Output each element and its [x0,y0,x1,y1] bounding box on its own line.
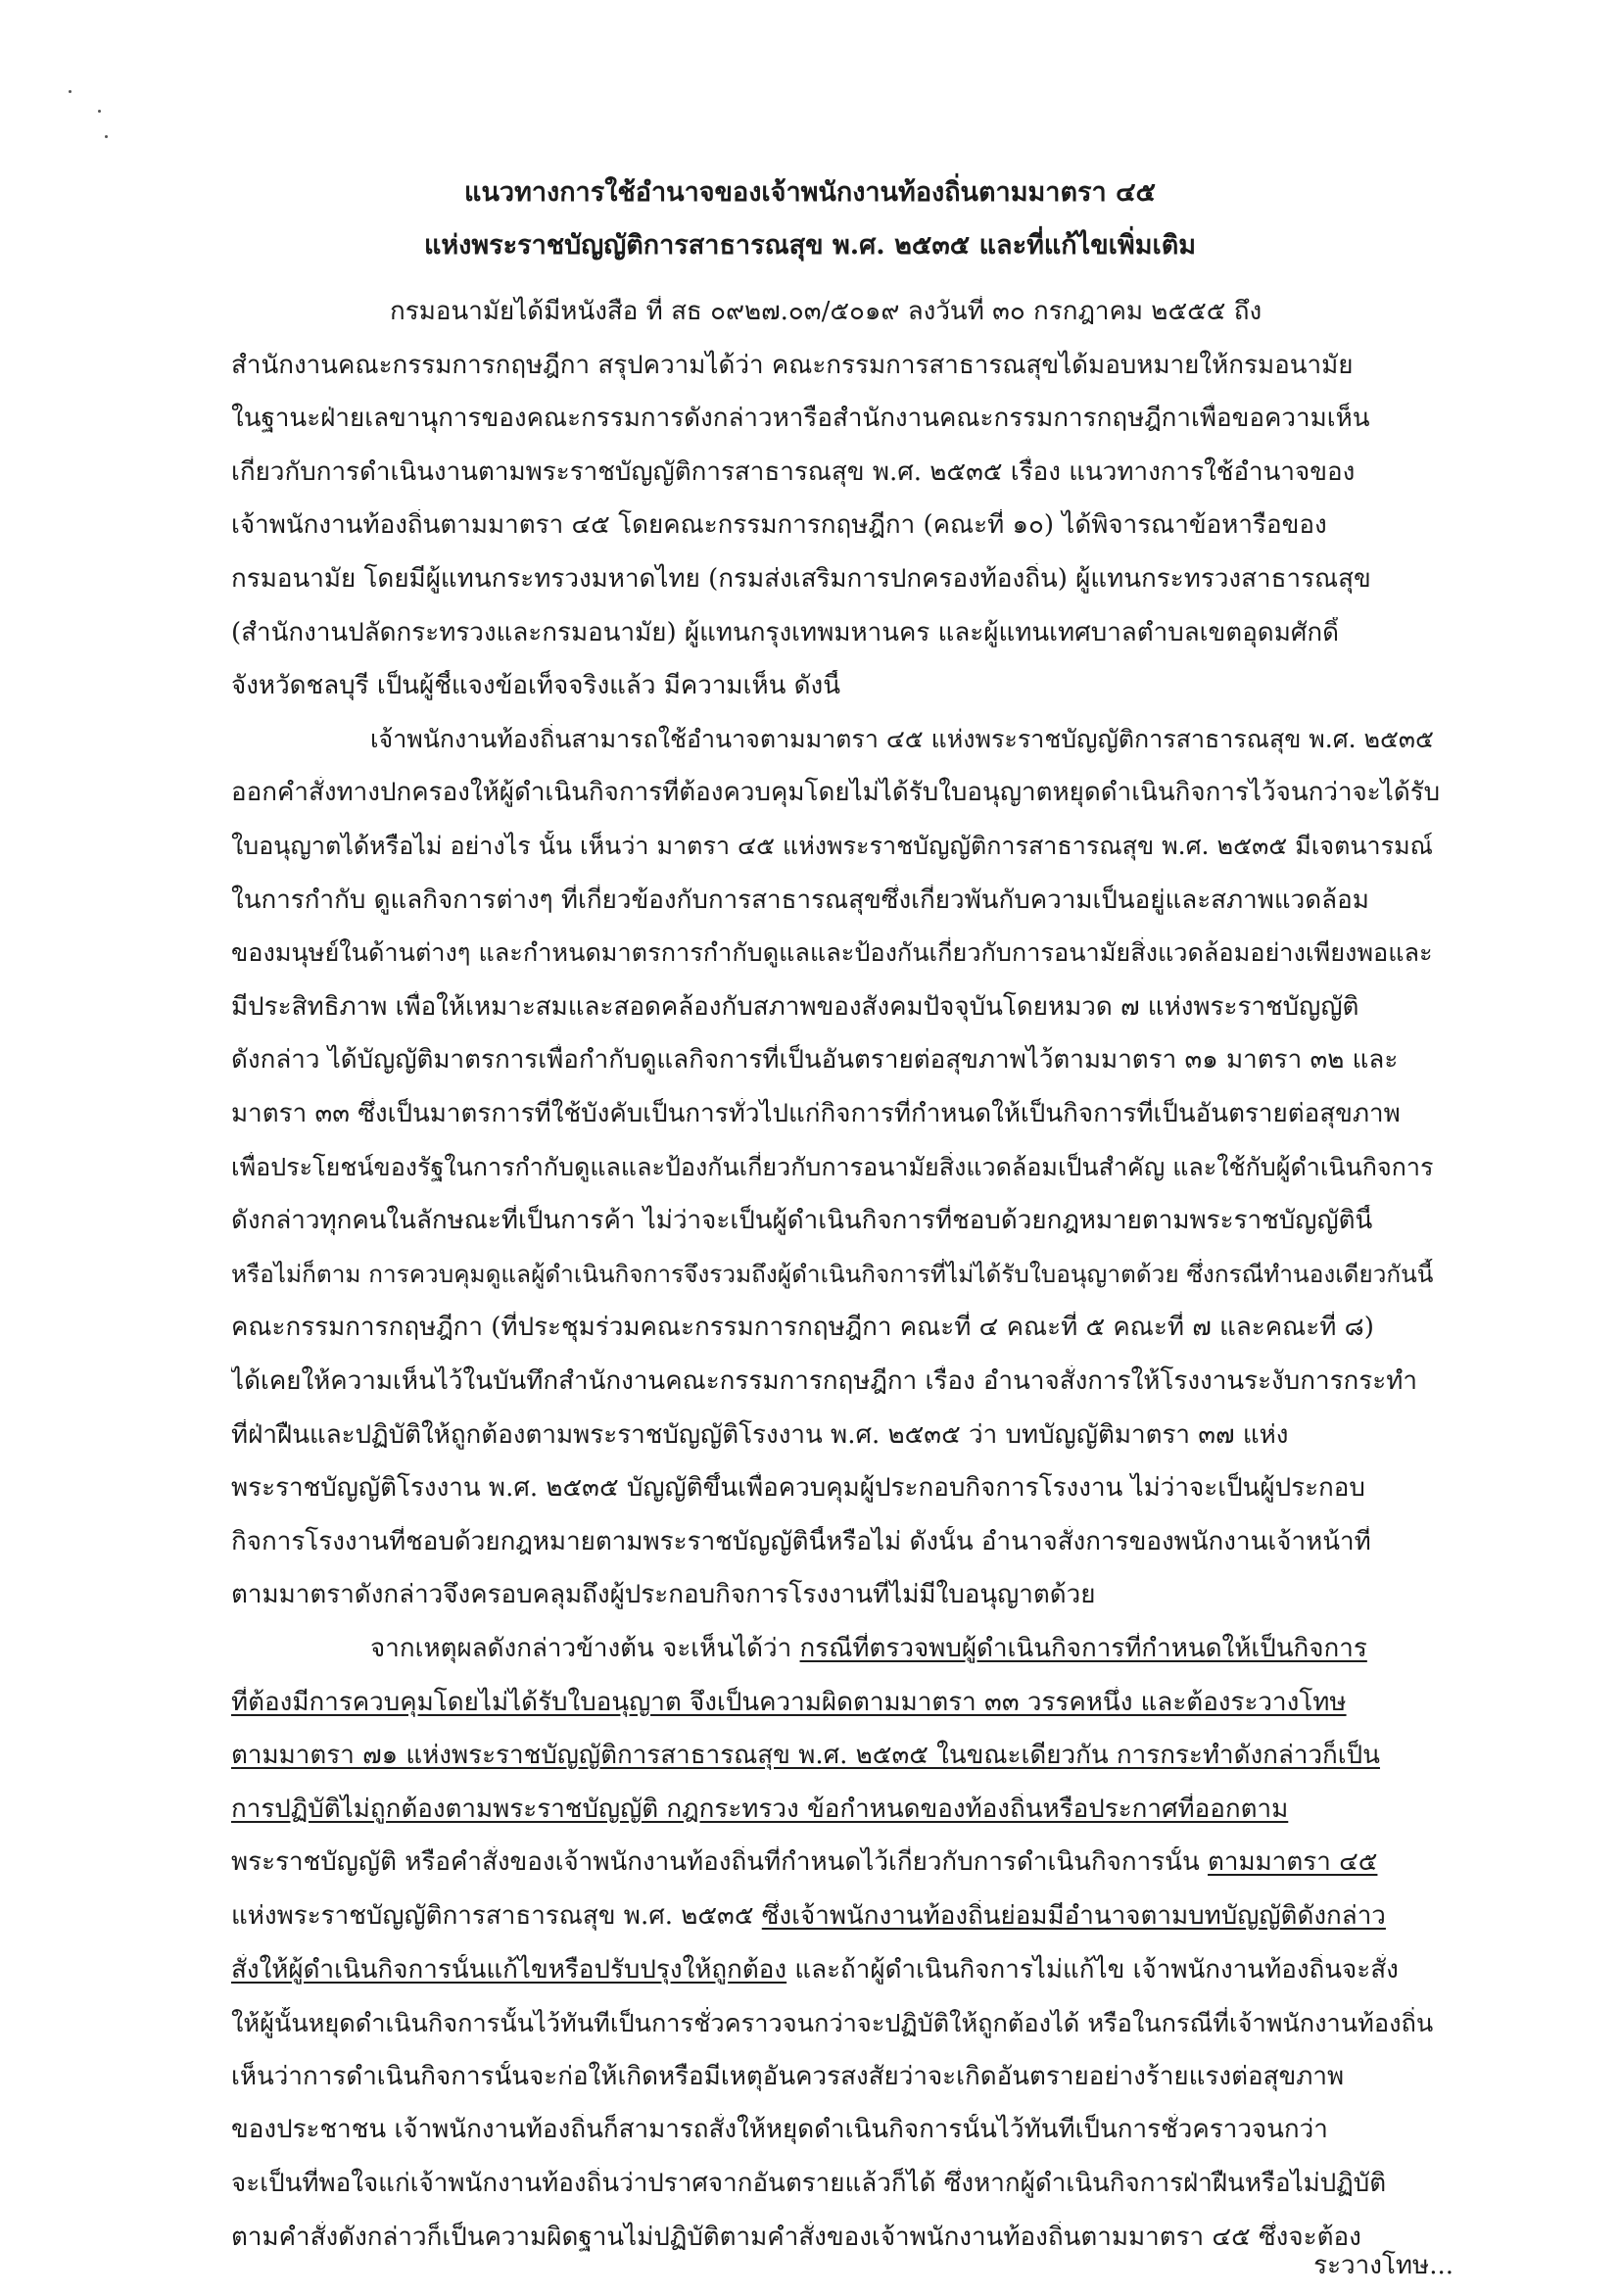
body-line [231,456,1446,488]
body-line [231,1365,1446,1397]
body-line [231,509,1446,541]
underlined-text: ซึ่งเจ้าพนักงานท้องถิ่นย่อมมีอำนาจตามบทบัญญัติดังกล่าว [761,1901,1386,1931]
body-line [231,885,1446,916]
body-line [231,617,1446,648]
body-text: มีประสิทธิภาพ เพื่อให้เหมาะสมและสอดคล้องกับสภาพของสังคมปัจจุบันโดยหมวด ๗ แห่งพระราชบัญญัติ [231,991,1359,1022]
body-line [231,1526,1446,1557]
body-text: แห่งพระราชบัญญัติการสาธารณสุข พ.ศ. ๒๕๓๕ [231,1901,762,1931]
body-text: ให้ผู้นั้นหยุดดำเนินกิจการนั้นไว้ทันทีเป็นการชั่วคราวจนกว่าจะปฏิบัติให้ถูกต้องได้ หรือในกรณีที่เจ้าพนักงานท้องถิ่น [231,2008,1434,2038]
body-line [231,831,1446,862]
body-line [231,1846,1446,1878]
body-text: ได้เคยให้ความเห็นไว้ในบันทึกสำนักงานคณะกรรมการกฤษฎีกา เรื่อง อำนาจสั่งการให้โรงงานระงับการกระทำ [231,1366,1417,1396]
body-text: ใบอนุญาตได้หรือไม่ อย่างไร นั้น เห็นว่า มาตรา ๔๕ แห่งพระราชบัญญัติการสาธารณสุข พ.ศ. ๒๕๓๕ มีเจตนารมณ์ [231,832,1433,860]
body-line [231,1472,1446,1504]
body-text: เจ้าพนักงานท้องถิ่นตามมาตรา ๔๕ โดยคณะกรรมการกฤษฎีกา (คณะที่ ๑๐) ได้พิจารณาข้อหารือของ [231,510,1327,541]
body-text: และถ้าผู้ดำเนินกิจการไม่แก้ไข เจ้าพนักงานท้องถิ่นจะสั่ง [786,1954,1399,1985]
body-line [231,1794,1446,1825]
body-text: ออกคำสั่งทางปกครองให้ผู้ดำเนินกิจการที่ต้องควบคุมโดยไม่ได้รับใบอนุญาตหยุดดำเนินกิจการไว้จนกว่าจะได้รับ [231,778,1441,808]
body-line [231,563,1446,595]
body-text: จังหวัดชลบุรี เป็นผู้ชี้แจงข้อเท็จจริงแล้ว มีความเห็น ดังนี้ [231,671,840,701]
body-line [231,1419,1446,1451]
document-title-line-1: แนวทางการใช้อำนาจของเจ้าพนักงานท้องถิ่นตามมาตรา ๔๕ [464,177,1156,208]
body-line [231,1259,1446,1290]
body-text: คณะกรรมการกฤษฎีกา (ที่ประชุมร่วมคณะกรรมการกฤษฎีกา คณะที่ ๔ คณะที่ ๕ คณะที่ ๗ และคณะที่ ๘) [231,1313,1374,1343]
body-line [231,2007,1446,2038]
body-line [231,1740,1446,1771]
body-line [231,1687,1446,1718]
body-line [231,1044,1446,1076]
body-line [231,1312,1446,1343]
body-line [370,1633,1446,1664]
body-text: ในการกำกับ ดูแลกิจการต่างๆ ที่เกี่ยวข้องกับการสาธารณสุขซึ่งเกี่ยวพันกับความเป็นอยู่และสภาพแวดล้อม [231,885,1369,915]
body-text: ดังกล่าวทุกคนในลักษณะที่เป็นการค้า ไม่ว่าจะเป็นผู้ดำเนินกิจการที่ชอบด้วยกฎหมายตามพระราชบัญญัตินี้ [231,1206,1373,1236]
underlined-text: ที่ต้องมีการควบคุมโดยไม่ได้รับใบอนุญาต จึงเป็นความผิดตามมาตรา ๓๓ วรรคหนึ่ง และต้องระวางโทษ [231,1687,1347,1717]
body-line [390,296,1446,327]
body-text: พระราชบัญญัติโรงงาน พ.ศ. ๒๕๓๕ บัญญัติขึ้นเพื่อควบคุมผู้ประกอบกิจการโรงงาน ไม่ว่าจะเป็นผู้ประกอบ [231,1473,1365,1504]
body-line [231,1900,1446,1932]
underlined-text: ตามมาตรา ๔๕ [1208,1847,1378,1878]
underlined-text: การปฏิบัติไม่ถูกต้องตามพระราชบัญญัติ กฎกระทรวง ข้อกำหนดของท้องถิ่นหรือประกาศที่ออกตาม [231,1794,1289,1824]
body-text: สำนักงานคณะกรรมการกฤษฎีกา สรุปความได้ว่า คณะกรรมการสาธารณสุขได้มอบหมายให้กรมอนามัย [231,350,1354,380]
body-line [231,2114,1446,2145]
scan-speck [98,110,101,113]
body-line [231,991,1446,1023]
body-line [231,2222,1446,2253]
page-continuation: ระวางโทษ... [1313,2251,1453,2280]
body-line [231,350,1446,381]
body-text: กรมอนามัย โดยมีผู้แทนกระทรวงมหาดไทย (กรมส่งเสริมการปกครองท้องถิ่น) ผู้แทนกระทรวงสาธารณสุข [231,564,1371,594]
body-line [231,777,1446,808]
body-text: กิจการโรงงานที่ชอบด้วยกฎหมายตามพระราชบัญญัตินี้หรือไม่ ดังนั้น อำนาจสั่งการของพนักงานเจ้าหน้าที่ [231,1526,1371,1556]
body-line [370,724,1446,755]
body-text: พระราชบัญญัติ หรือคำสั่งของเจ้าพนักงานท้องถิ่นที่กำหนดไว้เกี่ยวกับการดำเนินกิจการนั้น [231,1847,1208,1878]
body-line [231,1579,1446,1610]
body-text: เกี่ยวกับการดำเนินงานตามพระราชบัญญัติการสาธารณสุข พ.ศ. ๒๕๓๕ เรื่อง แนวทางการใช้อำนาจของ [231,456,1356,487]
body-text: ตามคำสั่งดังกล่าวก็เป็นความผิดฐานไม่ปฏิบัติตามคำสั่งของเจ้าพนักงานท้องถิ่นตามมาตรา ๔๕ ซึ่งจะต้อง [231,2222,1361,2252]
body-text: จะเป็นที่พอใจแก่เจ้าพนักงานท้องถิ่นว่าปราศจากอันตรายแล้วก็ได้ ซึ่งหากผู้ดำเนินกิจการฝ่าฝืนหรือไม่ปฏิบัติ [231,2169,1387,2198]
scan-speck [105,135,108,138]
body-line [231,1954,1446,1985]
scan-speck [69,90,71,93]
body-text: มาตรา ๓๓ ซึ่งเป็นมาตรการที่ใช้บังคับเป็นการทั่วไปแก่กิจการที่กำหนดให้เป็นกิจการที่เป็นอันตรายต่อสุขภาพ [231,1099,1401,1128]
body-text: เพื่อประโยชน์ของรัฐในการกำกับดูแลและป้องกันเกี่ยวกับการอนามัยสิ่งแวดล้อมเป็นสำคัญ และใช้กับผู้ดำเนินกิจการ [231,1152,1434,1181]
underlined-text: กรณีที่ตรวจพบผู้ดำเนินกิจการที่กำหนดให้เป็นกิจการ [799,1634,1367,1663]
body-text: ของประชาชน เจ้าพนักงานท้องถิ่นก็สามารถสั่งให้หยุดดำเนินกิจการนั้นไว้ทันทีเป็นการชั่วคราวจนกว่า [231,2115,1328,2145]
underlined-text: ตามมาตรา ๗๑ แห่งพระราชบัญญัติการสาธารณสุข พ.ศ. ๒๕๓๕ ในขณะเดียวกัน การกระทำดังกล่าวก็เป็น [231,1741,1380,1771]
body-line [231,1205,1446,1236]
body-text: ตามมาตราดังกล่าวจึงครอบคลุมถึงผู้ประกอบกิจการโรงงานที่ไม่มีใบอนุญาตด้วย [231,1580,1096,1610]
body-text: ในฐานะฝ่ายเลขานุการของคณะกรรมการดังกล่าวหารือสำนักงานคณะกรรมการกฤษฎีกาเพื่อขอความเห็น [231,404,1370,434]
body-line [231,1152,1446,1183]
body-line [231,670,1446,701]
body-text: จากเหตุผลดังกล่าวข้างต้น จะเห็นได้ว่า [370,1634,800,1663]
body-line [231,937,1446,969]
document-title-line-2: แห่งพระราชบัญญัติการสาธารณสุข พ.ศ. ๒๕๓๕ และที่แก้ไขเพิ่มเติม [423,230,1197,261]
body-line [231,2168,1446,2199]
body-text: (สำนักงานปลัดกระทรวงและกรมอนามัย) ผู้แทนกรุงเทพมหานคร และผู้แทนเทศบาลตำบลเขตอุดมศักดิ์ [231,617,1339,647]
body-text: เจ้าพนักงานท้องถิ่นสามารถใช้อำนาจตามมาตรา ๔๕ แห่งพระราชบัญญัติการสาธารณสุข พ.ศ. ๒๕๓๕ [370,724,1434,753]
body-line [231,2061,1446,2092]
body-text: ดังกล่าว ได้บัญญัติมาตรการเพื่อกำกับดูแลกิจการที่เป็นอันตรายต่อสุขภาพไว้ตามมาตรา ๓๑ มาตรา ๓๒ และ [231,1045,1399,1076]
body-text: ของมนุษย์ในด้านต่างๆ และกำหนดมาตรการกำกับดูแลและป้องกันเกี่ยวกับการอนามัยสิ่งแวดล้อมอย่างเพียงพอและ [231,938,1433,968]
body-text: หรือไม่ก็ตาม การควบคุมดูแลผู้ดำเนินกิจการจึงรวมถึงผู้ดำเนินกิจการที่ไม่ได้รับใบอนุญาตด้วย ซึ่งกรณีทำนองเดียวกันนี้ [231,1259,1434,1288]
underlined-text: สั่งให้ผู้ดำเนินกิจการนั้นแก้ไขหรือปรับปรุงให้ถูกต้อง [231,1954,787,1985]
body-text: เห็นว่าการดำเนินกิจการนั้นจะก่อให้เกิดหรือมีเหตุอันควรสงสัยว่าจะเกิดอันตรายอย่างร้ายแรงต่อสุขภาพ [231,2061,1345,2091]
body-text: กรมอนามัยได้มีหนังสือ ที่ สธ ๐๙๒๗.๐๓/๕๐๑๙ ลงวันที่ ๓๐ กรกฎาคม ๒๕๕๕ ถึง [390,297,1263,326]
body-line [231,403,1446,434]
body-line [231,1098,1446,1129]
body-text: ที่ฝ่าฝืนและปฏิบัติให้ถูกต้องตามพระราชบัญญัติโรงงาน พ.ศ. ๒๕๓๕ ว่า บทบัญญัติมาตรา ๓๗ แห่ง [231,1419,1289,1450]
